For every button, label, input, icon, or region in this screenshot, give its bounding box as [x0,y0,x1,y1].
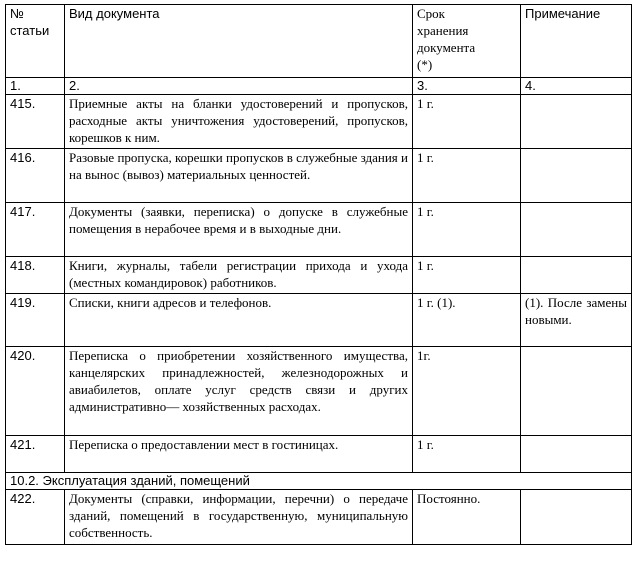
note-cell [521,95,632,149]
table-row [6,257,632,294]
row-number: 420. [6,347,65,436]
row-number: 419. [6,294,65,347]
retention-term: 1 г. (1). [413,294,521,347]
note-cell [521,436,632,473]
note-cell: (1). После замены новыми. [521,294,632,347]
index-cell: 3. [413,78,521,95]
table-row [6,490,632,545]
document-type: Переписка о предоставлении мест в гостиницах. [65,436,413,473]
index-row [6,78,632,95]
index-cell: 4. [521,78,632,95]
row-number: 418. [6,257,65,294]
retention-term: 1 г. [413,257,521,294]
document-type: Документы (заявки, переписка) о допуске в служебные помещения в нерабочее время и в выходные дни. [65,203,413,257]
document-type: Приемные акты на бланки удостоверений и пропусков, расходные акты уничтожения удостоверений, пропусков, корешков к ним. [65,95,413,149]
table-row [6,294,632,347]
table-row [6,95,632,149]
row-number: 417. [6,203,65,257]
note-cell [521,347,632,436]
row-number: 421. [6,436,65,473]
retention-term: Постоянно. [413,490,521,545]
header-num [6,5,65,78]
table-row [6,347,632,436]
header-term-text: Срок хранения документа (*) [417,6,476,72]
header-row [6,5,632,78]
document-type: Документы (справки, информации, перечни) о передаче зданий, помещений в государственную, муниципальную собственность. [65,490,413,545]
retention-term: 1 г. [413,436,521,473]
retention-term: 1 г. [413,149,521,203]
section-row [6,473,632,490]
header-type: Вид документа [65,5,413,78]
retention-term: 1г. [413,347,521,436]
header-num-text: № статьи [10,6,50,38]
header-term [413,5,521,78]
retention-table [5,4,632,545]
note-cell [521,490,632,545]
note-cell [521,203,632,257]
retention-term: 1 г. [413,95,521,149]
row-number: 416. [6,149,65,203]
index-cell: 1. [6,78,65,95]
note-cell [521,149,632,203]
note-cell [521,257,632,294]
document-type: Списки, книги адресов и телефонов. [65,294,413,347]
table-row [6,203,632,257]
table-row [6,436,632,473]
header-note: Примечание [521,5,632,78]
document-type: Книги, журналы, табели регистрации прихода и ухода (местных командировок) работников. [65,257,413,294]
row-number: 415. [6,95,65,149]
document-type: Переписка о приобретении хозяйственного имущества, канцелярских принадлежностей, железнодорожных и авиабилетов, оплате услуг средств связи и других административно— хозяйственных расходах. [65,347,413,436]
table-row [6,149,632,203]
row-number: 422. [6,490,65,545]
index-cell: 2. [65,78,413,95]
retention-term: 1 г. [413,203,521,257]
document-type: Разовые пропуска, корешки пропусков в служебные здания и на вынос (вывоз) материальных ценностей. [65,149,413,203]
section-title: 10.2. Эксплуатация зданий, помещений [6,473,632,490]
